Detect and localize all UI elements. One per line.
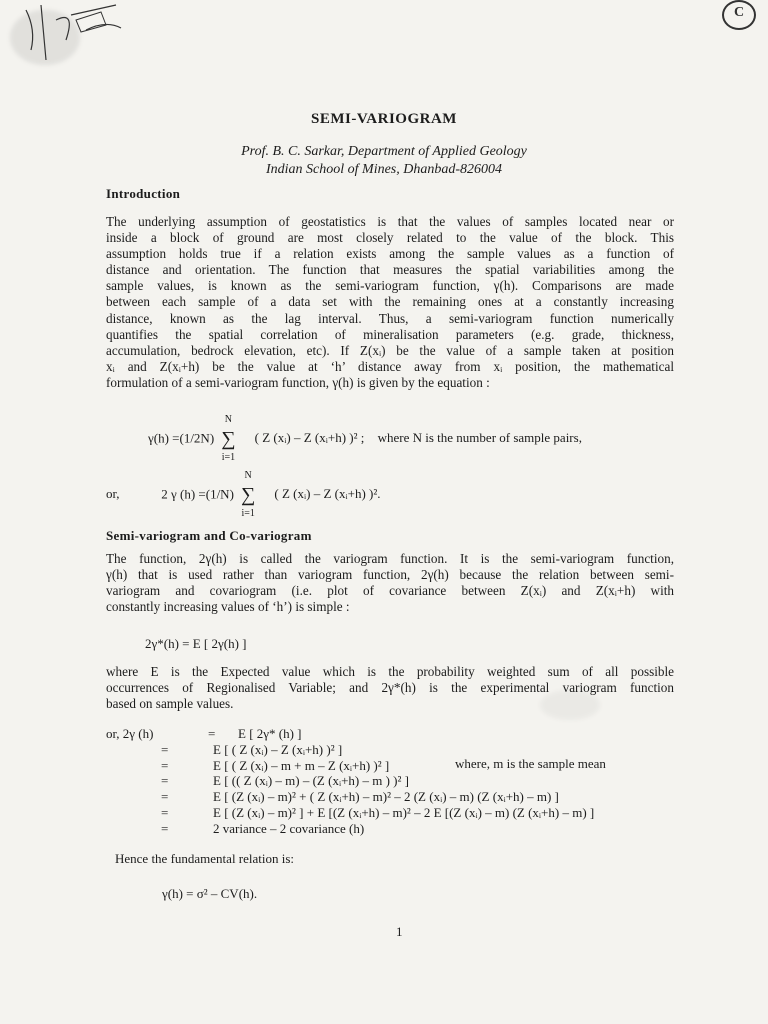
sum-upper-limit: N (224, 414, 233, 425)
derivation-rhs: E [ (Z (xᵢ) – m)² ] + E [(Z (xᵢ+h) – m)² – 2 E [(Z (xᵢ) – m) (Z (xᵢ+h) – m) ] (213, 804, 595, 820)
section-heading-semi-variogram: Semi-variogram and Co-variogram (106, 528, 312, 543)
sum-upper-limit: N (244, 470, 252, 481)
author-line: Prof. B. C. Sarkar, Department of Applied Geology (241, 144, 527, 159)
text-line: distance, known as the lag interval. Thus, a semi-variogram function numerically (106, 310, 674, 326)
page-number: 1 (396, 924, 403, 939)
page-title: SEMI-VARIOGRAM (311, 111, 457, 127)
text-line: distance and orientation. The function that measures the spatial variabilities among the (106, 262, 674, 278)
hence-text: Hence the fundamental relation is: (115, 851, 295, 866)
text-line: based on sample values. (106, 696, 234, 712)
derivation-row (106, 726, 594, 742)
derivation-rhs: E [ (( Z (xᵢ) – m) – (Z (xᵢ+h) – m ) )² ] (213, 773, 409, 789)
text-line: γ(h) that is used rather than variogram function, 2γ(h) because the relation between semi- (106, 567, 674, 583)
derivation-row (115, 789, 594, 805)
where-paragraph (106, 664, 674, 712)
equation-fundamental-relation: γ(h) = σ² – CV(h). (162, 886, 258, 901)
text-line: xᵢ and Z(xᵢ+h) be the value at ‘h’ distance away from xᵢ position, the mathematical (106, 358, 674, 374)
text-line: constantly increasing values of ‘h’) is simple : (106, 599, 350, 615)
affiliation-line: Indian School of Mines, Dhanbad-826004 (265, 162, 503, 177)
text-line: inside a block of ground are most closely related to the value of the block. This (106, 230, 674, 246)
derivation-rhs: E [ ( Z (xᵢ) – m + m – Z (xᵢ+h) )² ] (213, 757, 390, 773)
author-block (0, 143, 768, 179)
equals-sign: = (161, 789, 169, 805)
corner-mark: C (722, 0, 756, 30)
equation-rhs: ( Z (xᵢ) – Z (xᵢ+h) )². (274, 486, 381, 502)
semi-paragraph (106, 551, 674, 615)
sample-mean-note: where, m is the sample mean (455, 756, 606, 771)
text-line: where E is the Expected value which is the probability weighted sum of all possible (106, 664, 674, 679)
summation-icon: ∑ N i=1 (217, 428, 239, 451)
equals-sign: = (161, 741, 169, 757)
equals-sign: = (161, 820, 169, 836)
equals-sign: = (161, 757, 169, 773)
handwritten-mark-icon (6, 0, 126, 80)
text-line: variogram and covariogram (i.e. plot of covariance between Z(xᵢ) and Z(xᵢ+h) with (106, 583, 674, 599)
text-line: formulation of a semi-variogram function, γ(h) is given by the equation : (106, 374, 490, 390)
derivation-rhs: E [ 2γ* (h) ] (238, 726, 302, 741)
derivation-lhs: or, 2γ (h) (106, 726, 154, 741)
text-line: sample values, is known as the semi-variogram function, γ(h). Comparisons are made (106, 278, 674, 294)
equation-rhs: ( Z (xᵢ) – Z (xᵢ+h) )² ; (254, 430, 365, 446)
equation-note: where N is the number of sample pairs, (377, 430, 582, 446)
derivation-row (115, 821, 594, 837)
equation-semivariogram (148, 414, 582, 463)
derivation-row (115, 805, 594, 821)
equals-sign: = (161, 773, 169, 789)
section-heading-introduction: Introduction (106, 186, 181, 201)
text-line: between each sample of a data set with the remaining ones at a constantly increasing (106, 294, 674, 310)
derivation-row (115, 773, 594, 789)
sum-lower-limit: i=1 (241, 508, 255, 519)
derivation-rhs: E [ ( Z (xᵢ) – Z (xᵢ+h) )² ] (213, 741, 343, 757)
derivation-block (106, 726, 595, 837)
text-line: quantifies the spatial correlation of mineralisation parameters (e.g. grade, thickness, (106, 326, 674, 342)
intro-paragraph (106, 214, 674, 391)
text-line: occurrences of Regionalised Variable; and 2γ*(h) is the experimental variogram function (106, 680, 674, 696)
derivation-rhs: E [ (Z (xᵢ) – m)² + ( Z (xᵢ+h) – m)² – 2 (Z (xᵢ) – m) (Z (xᵢ+h) – m) ] (213, 789, 559, 805)
summation-icon: ∑ N i=1 (237, 484, 259, 507)
equals-sign: = (161, 804, 169, 820)
equals-sign: = (208, 726, 216, 741)
equation-prefix: or, (106, 486, 120, 502)
sum-lower-limit: i=1 (221, 452, 236, 463)
text-line: accumulation, bedrock elevation, etc). If Z(xᵢ) be the value of a sample taken at position (106, 342, 674, 358)
equation-variogram (106, 470, 381, 519)
derivation-rhs: 2 variance – 2 covariance (h) (213, 820, 365, 836)
equation-lhs: γ(h) =(1/2N) (148, 430, 215, 446)
equation-expected-variogram: 2γ*(h) = E [ 2γ(h) ] (145, 636, 247, 651)
text-line: assumption holds true if a relation exists among the sample values as a function of (106, 246, 674, 262)
equation-lhs: 2 γ (h) =(1/N) (161, 486, 234, 502)
text-line: The function, 2γ(h) is called the variogram function. It is the semi-variogram function, (106, 551, 674, 566)
text-line: The underlying assumption of geostatistics is that the values of samples located near or (106, 214, 674, 229)
